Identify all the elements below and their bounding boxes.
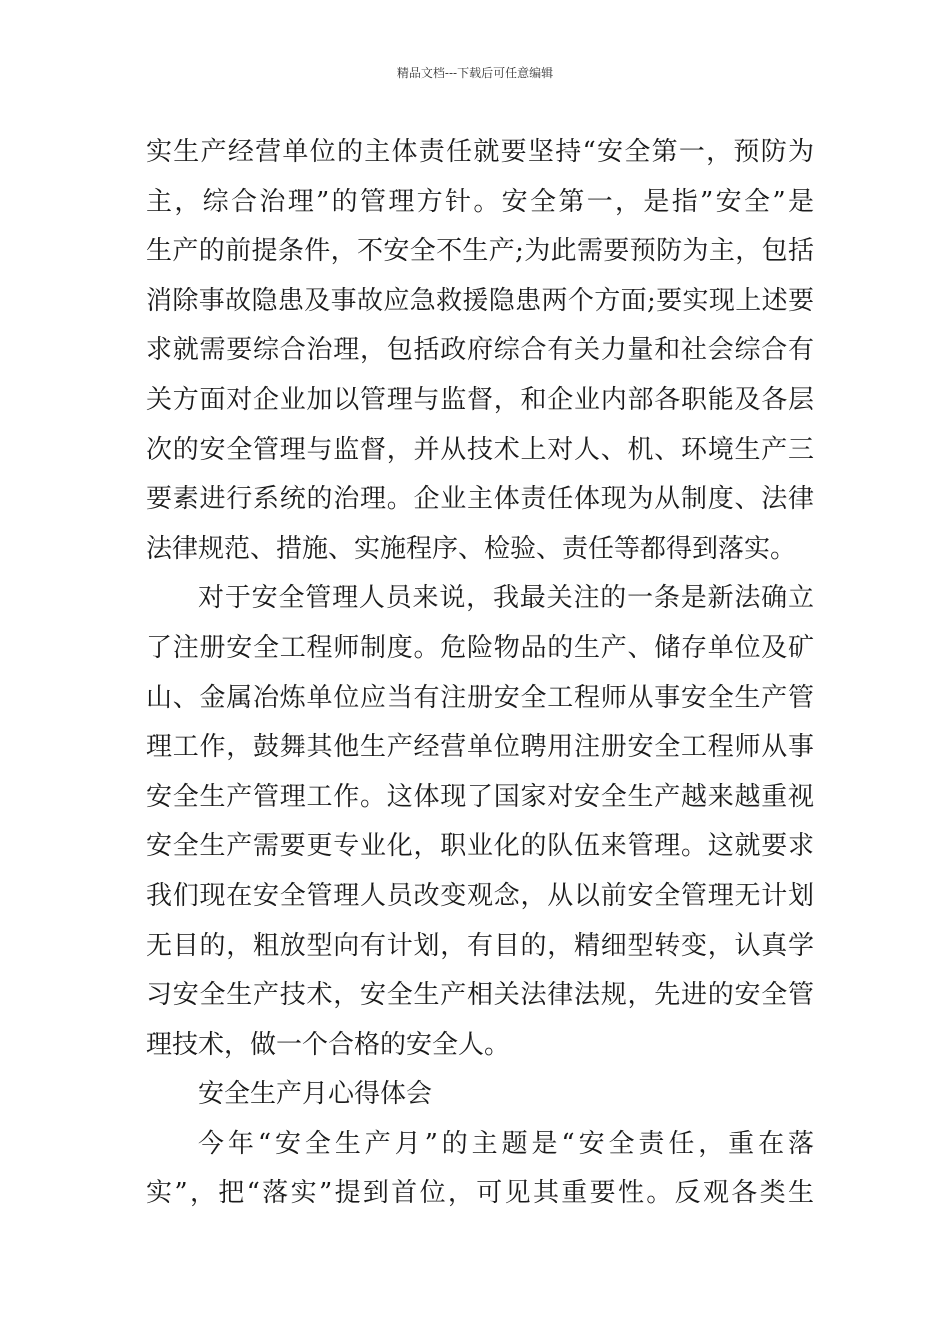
text-line-9: 法律规范、措施、实施程序、检验、责任等都得到落实。 [146,533,797,564]
page-header: 精品文档---下载后可任意编辑 [396,66,554,80]
text-line-11: 了注册安全工程师制度。危险物品的生产、储存单位及矿 [146,632,814,663]
section-heading: 安全生产月心得体会 [198,1079,433,1110]
text-line-12: 山、金属冶炼单位应当有注册安全工程师从事安全生产管 [146,682,814,713]
text-line-6: 关方面对企业加以管理与监督，和企业内部各职能及各层 [146,384,814,415]
text-line-22: 实”，把“落实”提到首位，可见其重要性。反观各类生 [146,1178,814,1209]
text-line-4: 消除事故隐患及事故应急救援隐患两个方面;要实现上述要 [146,285,814,316]
text-line-3: 生产的前提条件，不安全不生产;为此需要预防为主，包括 [146,236,814,267]
text-line-1: 实生产经营单位的主体责任就要坚持“安全第一，预防为 [146,137,814,167]
text-line-15: 安全生产需要更专业化，职业化的队伍来管理。这就要求 [146,831,814,862]
text-line-18: 习安全生产技术，安全生产相关法律法规，先进的安全管 [146,980,814,1011]
text-line-10: 对于安全管理人员来说，我最关注的一条是新法确立 [198,583,814,614]
text-line-7: 次的安全管理与监督，并从技术上对人、机、环境生产三 [146,434,814,465]
document-body [146,128,814,1219]
text-line-16: 我们现在安全管理人员改变观念，从以前安全管理无计划 [146,880,814,911]
text-line-5: 求就需要综合治理，包括政府综合有关力量和社会综合有 [146,335,814,366]
text-line-17: 无目的，粗放型向有计划，有目的，精细型转变，认真学 [146,930,814,961]
text-line-8: 要素进行系统的治理。企业主体责任体现为从制度、法律 [146,484,814,515]
text-line-21: 今年“安全生产月”的主题是“安全责任，重在落 [198,1128,814,1159]
text-line-14: 安全生产管理工作。这体现了国家对安全生产越来越重视 [146,781,814,812]
text-line-13: 理工作，鼓舞其他生产经营单位聘用注册安全工程师从事 [146,732,814,763]
text-line-19: 理技术，做一个合格的安全人。 [146,1029,511,1060]
text-line-2: 主，综合治理”的管理方针。安全第一，是指”安全”是 [146,186,814,217]
